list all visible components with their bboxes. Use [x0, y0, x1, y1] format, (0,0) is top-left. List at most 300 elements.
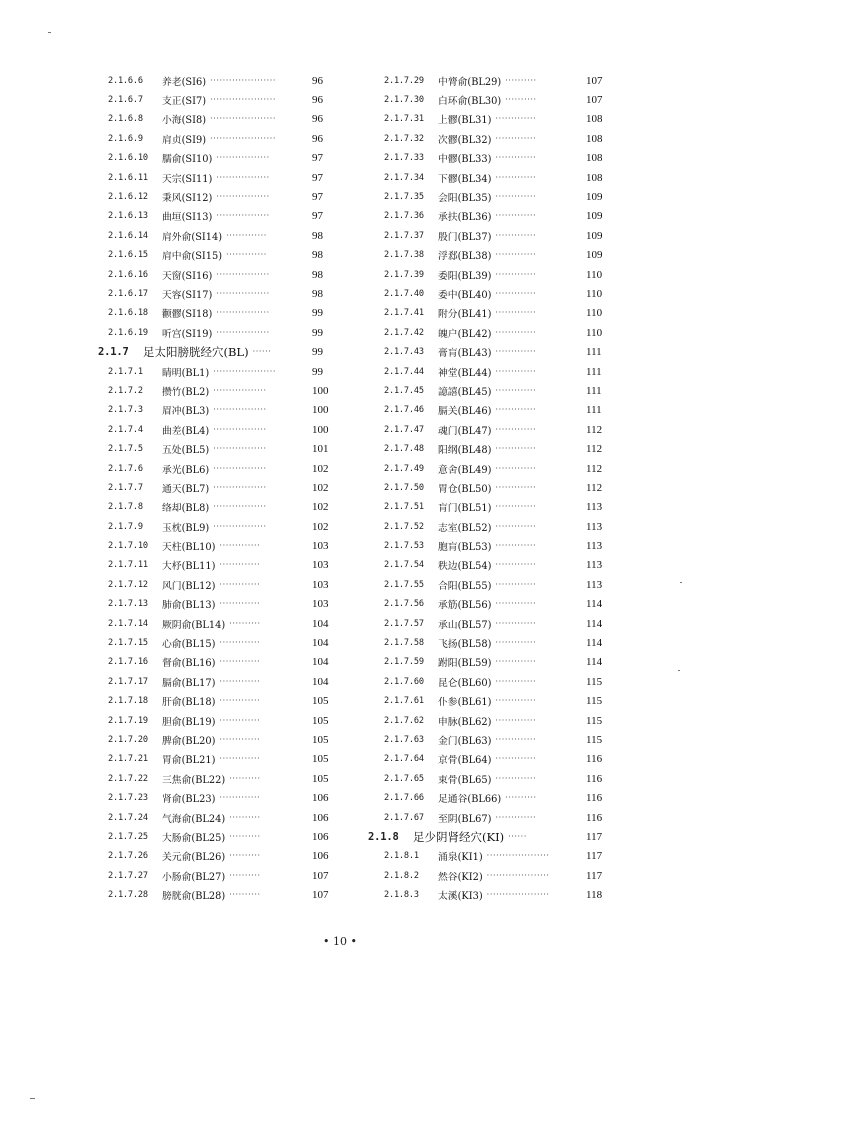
dot-leader: ·············	[219, 754, 261, 764]
entry-title: 听宫(SI19)	[162, 328, 213, 340]
entry-number: 2.1.8	[368, 830, 399, 843]
toc-entry	[98, 633, 334, 652]
entry-page: 117	[586, 869, 603, 882]
entry-title: 秉风(SI12)	[162, 193, 213, 205]
toc-entry	[98, 323, 334, 342]
toc-entry	[98, 517, 334, 536]
dot-leader: ·············	[495, 385, 537, 395]
entry-number: 2.1.6.10	[108, 153, 148, 164]
dot-leader: ·············	[495, 405, 537, 415]
entry-number: 2.1.7.66	[384, 793, 424, 804]
entry-title: 承扶(BL36)	[438, 212, 492, 224]
entry-page: 108	[586, 132, 603, 145]
entry-title: 曲垣(SI13)	[162, 212, 213, 224]
dot-leader: ·············	[219, 560, 261, 570]
entry-number: 2.1.7.22	[108, 773, 148, 784]
scan-speck	[48, 32, 51, 33]
toc-entry	[368, 788, 608, 807]
entry-title: 意舍(BL49)	[438, 464, 492, 476]
entry-page: 107	[586, 94, 603, 107]
entry-number: 2.1.7.16	[108, 657, 148, 668]
dot-leader: ·············	[495, 308, 537, 318]
toc-entry	[368, 517, 608, 536]
entry-number: 2.1.7.62	[384, 715, 424, 726]
entry-title: 中膂俞(BL29)	[438, 76, 502, 88]
entry-title: 会阳(BL35)	[438, 193, 492, 205]
entry-number: 2.1.7.30	[384, 95, 424, 106]
entry-number: 2.1.7.45	[384, 385, 424, 396]
entry-number: 2.1.7.14	[108, 618, 148, 629]
entry-title: 臑俞(SI10)	[162, 154, 213, 166]
dot-leader: ·············	[495, 269, 537, 279]
dot-leader: ·····················	[210, 114, 277, 124]
toc-section-heading	[98, 342, 334, 361]
entry-title: 中髎(BL33)	[438, 154, 492, 166]
entry-page: 112	[586, 443, 603, 456]
entry-number: 2.1.7.64	[384, 754, 424, 765]
entry-number: 2.1.6.11	[108, 172, 148, 183]
entry-title: 五处(BL5)	[162, 445, 210, 457]
dot-leader: ··········	[505, 793, 537, 803]
toc-section-heading	[368, 827, 608, 846]
entry-title: 胃俞(BL21)	[162, 755, 216, 767]
entry-title: 申脉(BL62)	[438, 716, 492, 728]
entry-title: 天容(SI17)	[162, 289, 213, 301]
entry-number: 2.1.6.6	[108, 75, 143, 86]
entry-number: 2.1.7.7	[108, 482, 143, 493]
entry-page: 115	[586, 675, 603, 688]
dot-leader: ·············	[495, 696, 537, 706]
entry-page: 100	[312, 423, 329, 436]
toc-entry	[98, 750, 334, 769]
toc-entry	[98, 90, 334, 109]
entry-title: 志室(BL52)	[438, 522, 492, 534]
entry-page: 107	[312, 889, 329, 902]
dot-leader: ······	[508, 831, 527, 841]
dot-leader: ·················	[213, 502, 267, 512]
entry-page: 107	[586, 74, 603, 87]
toc-entry	[368, 711, 608, 730]
entry-page: 113	[586, 559, 603, 572]
entry-number: 2.1.6.18	[108, 308, 148, 319]
dot-leader: ·············	[495, 250, 537, 260]
entry-title: 附分(BL41)	[438, 309, 492, 321]
entry-page: 113	[586, 501, 603, 514]
entry-page: 114	[586, 656, 603, 669]
dot-leader: ·············	[495, 153, 537, 163]
toc-entry	[98, 168, 334, 187]
dot-leader: ·············	[495, 734, 537, 744]
dot-leader: ·············	[495, 618, 537, 628]
entry-title: 飞扬(BL58)	[438, 639, 492, 651]
entry-title: 膀胱俞(BL28)	[162, 891, 226, 903]
toc-entry	[98, 692, 334, 711]
toc-entry	[98, 149, 334, 168]
toc-entry	[98, 265, 334, 284]
entry-title: 足通谷(BL66)	[438, 794, 502, 806]
dot-leader: ·················	[213, 424, 267, 434]
toc-entry	[98, 459, 334, 478]
toc-entry	[368, 323, 608, 342]
entry-page: 116	[586, 753, 603, 766]
entry-page: 97	[312, 191, 323, 204]
scan-speck	[30, 1098, 35, 1099]
entry-page: 115	[586, 695, 603, 708]
dot-leader: ·············	[226, 230, 267, 240]
entry-number: 2.1.6.15	[108, 250, 148, 261]
dot-leader: ·············	[495, 444, 537, 454]
entry-number: 2.1.6.7	[108, 95, 143, 106]
entry-title: 小肠俞(BL27)	[162, 871, 226, 883]
entry-title: 承光(BL6)	[162, 464, 210, 476]
entry-number: 2.1.7.11	[108, 560, 148, 571]
entry-title: 胃仓(BL50)	[438, 483, 492, 495]
toc-entry	[368, 478, 608, 497]
entry-number: 2.1.7.24	[108, 812, 148, 823]
entry-number: 2.1.7.59	[384, 657, 424, 668]
entry-page: 98	[312, 249, 323, 262]
toc-entry	[368, 885, 608, 904]
entry-title: 攒竹(BL2)	[162, 386, 210, 398]
scan-speck	[678, 670, 680, 671]
toc-entry	[368, 265, 608, 284]
entry-title: 殷门(BL37)	[438, 231, 492, 243]
toc-entry	[368, 633, 608, 652]
entry-title: 昆仑(BL60)	[438, 677, 492, 689]
dot-leader: ·············	[495, 230, 537, 240]
toc-entry	[368, 90, 608, 109]
entry-number: 2.1.7.17	[108, 676, 148, 687]
toc-entry	[98, 478, 334, 497]
entry-number: 2.1.7.50	[384, 482, 424, 493]
toc-entry	[98, 536, 334, 555]
toc-entry	[98, 556, 334, 575]
entry-number: 2.1.7.4	[108, 424, 143, 435]
entry-title: 络却(BL8)	[162, 503, 210, 515]
entry-page: 105	[312, 753, 329, 766]
entry-page: 114	[586, 598, 603, 611]
entry-page: 106	[312, 811, 329, 824]
entry-number: 2.1.7.18	[108, 696, 148, 707]
dot-leader: ·············	[219, 638, 261, 648]
entry-page: 105	[312, 695, 329, 708]
entry-page: 116	[586, 811, 603, 824]
dot-leader: ····················	[213, 366, 277, 376]
toc-entry	[368, 284, 608, 303]
entry-title: 养老(SI6)	[162, 76, 207, 88]
entry-page: 99	[312, 346, 323, 359]
entry-page: 104	[312, 675, 329, 688]
entry-page: 110	[586, 326, 603, 339]
dot-leader: ·················	[213, 521, 267, 531]
toc-entry	[368, 71, 608, 90]
toc-entry	[368, 149, 608, 168]
entry-title: 心俞(BL15)	[162, 639, 216, 651]
entry-number: 2.1.7.40	[384, 288, 424, 299]
entry-page: 96	[312, 74, 323, 87]
dot-leader: ······	[252, 347, 272, 357]
dot-leader: ·············	[219, 696, 261, 706]
dot-leader: ·················	[216, 172, 270, 182]
entry-number: 2.1.7.38	[384, 250, 424, 261]
entry-title: 秩边(BL54)	[438, 561, 492, 573]
dot-leader: ·················	[213, 385, 267, 395]
entry-page: 99	[312, 365, 323, 378]
dot-leader: ·············	[226, 250, 267, 260]
scan-speck	[680, 582, 682, 583]
dot-leader: ·············	[219, 734, 261, 744]
toc-entry	[98, 187, 334, 206]
page-number: • 10 •	[323, 935, 357, 948]
entry-number: 2.1.7.9	[108, 521, 143, 532]
entry-title: 浮郄(BL38)	[438, 251, 492, 263]
entry-title: 厥阴俞(BL14)	[162, 619, 226, 631]
entry-number: 2.1.7.19	[108, 715, 148, 726]
entry-number: 2.1.7.42	[384, 327, 424, 338]
entry-page: 103	[312, 578, 329, 591]
dot-leader: ·············	[219, 793, 261, 803]
toc-entry	[98, 866, 334, 885]
entry-title: 膈关(BL46)	[438, 406, 492, 418]
dot-leader: ·············	[495, 172, 537, 182]
entry-title: 眉冲(BL3)	[162, 406, 210, 418]
entry-page: 97	[312, 210, 323, 223]
entry-title: 仆参(BL61)	[438, 697, 492, 709]
dot-leader: ·····················	[210, 75, 277, 85]
entry-title: 足少阴肾经穴(KI)	[413, 829, 505, 844]
entry-title: 委中(BL40)	[438, 289, 492, 301]
toc-entry	[368, 653, 608, 672]
dot-leader: ·············	[495, 327, 537, 337]
entry-number: 2.1.7.26	[108, 851, 148, 862]
entry-number: 2.1.7.55	[384, 579, 424, 590]
entry-title: 譩譆(BL45)	[438, 386, 492, 398]
dot-leader: ·················	[216, 153, 270, 163]
entry-title: 肩中俞(SI15)	[162, 251, 223, 263]
entry-title: 膏肓(BL43)	[438, 348, 492, 360]
entry-page: 118	[586, 889, 603, 902]
entry-page: 115	[586, 733, 603, 746]
entry-number: 2.1.7	[98, 346, 129, 359]
entry-title: 太溪(KI3)	[438, 891, 483, 903]
toc-entry	[368, 692, 608, 711]
dot-leader: ·············	[495, 521, 537, 531]
entry-page: 108	[586, 113, 603, 126]
dot-leader: ·················	[216, 211, 270, 221]
toc-entry	[98, 71, 334, 90]
entry-page: 109	[586, 229, 603, 242]
entry-title: 三焦俞(BL22)	[162, 774, 226, 786]
entry-title: 承筋(BL56)	[438, 600, 492, 612]
toc-entry	[368, 730, 608, 749]
entry-number: 2.1.8.1	[384, 851, 419, 862]
entry-page: 106	[312, 792, 329, 805]
entry-title: 气海俞(BL24)	[162, 813, 226, 825]
entry-page: 106	[312, 850, 329, 863]
dot-leader: ·············	[495, 347, 537, 357]
dot-leader: ·····················	[210, 95, 277, 105]
entry-page: 103	[312, 598, 329, 611]
entry-page: 114	[586, 637, 603, 650]
toc-entry	[368, 129, 608, 148]
toc-entry	[98, 769, 334, 788]
entry-page: 98	[312, 287, 323, 300]
toc-entry	[98, 304, 334, 323]
dot-leader: ··········	[229, 870, 261, 880]
entry-number: 2.1.6.13	[108, 211, 148, 222]
entry-number: 2.1.6.16	[108, 269, 148, 280]
entry-title: 肾俞(BL23)	[162, 794, 216, 806]
entry-number: 2.1.7.44	[384, 366, 424, 377]
entry-number: 2.1.7.43	[384, 347, 424, 358]
entry-number: 2.1.7.47	[384, 424, 424, 435]
dot-leader: ·············	[495, 114, 537, 124]
dot-leader: ·············	[495, 366, 537, 376]
entry-page: 117	[586, 850, 603, 863]
toc-entry	[368, 187, 608, 206]
toc-entry	[98, 808, 334, 827]
entry-title: 然谷(KI2)	[438, 871, 483, 883]
entry-title: 关元俞(BL26)	[162, 852, 226, 864]
entry-title: 涌泉(KI1)	[438, 852, 483, 864]
toc-entry	[98, 847, 334, 866]
entry-title: 束骨(BL65)	[438, 774, 492, 786]
entry-page: 96	[312, 94, 323, 107]
entry-title: 承山(BL57)	[438, 619, 492, 631]
dot-leader: ·············	[495, 192, 537, 202]
entry-title: 神堂(BL44)	[438, 367, 492, 379]
dot-leader: ·············	[495, 463, 537, 473]
entry-page: 102	[312, 501, 329, 514]
entry-page: 114	[586, 617, 603, 630]
dot-leader: ··········	[229, 812, 261, 822]
toc-entry	[368, 304, 608, 323]
dot-leader: ·················	[216, 269, 270, 279]
entry-number: 2.1.7.58	[384, 638, 424, 649]
entry-page: 96	[312, 132, 323, 145]
entry-number: 2.1.7.63	[384, 734, 424, 745]
entry-title: 魄户(BL42)	[438, 328, 492, 340]
entry-page: 112	[586, 423, 603, 436]
entry-page: 111	[586, 365, 602, 378]
entry-page: 104	[312, 637, 329, 650]
entry-number: 2.1.7.21	[108, 754, 148, 765]
entry-page: 101	[312, 443, 329, 456]
dot-leader: ··········	[505, 95, 537, 105]
entry-title: 风门(BL12)	[162, 580, 216, 592]
toc-entry	[98, 575, 334, 594]
dot-leader: ·················	[216, 288, 270, 298]
entry-page: 109	[586, 210, 603, 223]
entry-title: 足太阳膀胱经穴(BL)	[143, 345, 249, 360]
dot-leader: ·············	[495, 638, 537, 648]
dot-leader: ·············	[495, 676, 537, 686]
dot-leader: ·············	[495, 502, 537, 512]
entry-title: 跗阳(BL59)	[438, 658, 492, 670]
entry-title: 下髎(BL34)	[438, 173, 492, 185]
entry-title: 玉枕(BL9)	[162, 522, 210, 534]
entry-title: 天柱(BL10)	[162, 542, 216, 554]
toc-entry	[98, 401, 334, 420]
dot-leader: ·············	[495, 812, 537, 822]
entry-page: 99	[312, 326, 323, 339]
entry-number: 2.1.7.61	[384, 696, 424, 707]
toc-entry	[368, 769, 608, 788]
toc-entry	[98, 226, 334, 245]
entry-number: 2.1.7.20	[108, 734, 148, 745]
entry-number: 2.1.7.34	[384, 172, 424, 183]
entry-number: 2.1.7.65	[384, 773, 424, 784]
dot-leader: ·············	[219, 599, 261, 609]
entry-number: 2.1.6.12	[108, 192, 148, 203]
entry-number: 2.1.7.31	[384, 114, 424, 125]
dot-leader: ··········	[229, 890, 261, 900]
dot-leader: ·············	[219, 579, 261, 589]
entry-title: 肺俞(BL13)	[162, 600, 216, 612]
dot-leader: ·············	[219, 541, 261, 551]
dot-leader: ·················	[213, 405, 267, 415]
toc-entry	[368, 498, 608, 517]
entry-page: 113	[586, 540, 603, 553]
entry-title: 大肠俞(BL25)	[162, 832, 226, 844]
dot-leader: ·············	[495, 657, 537, 667]
entry-title: 魂门(BL47)	[438, 425, 492, 437]
entry-number: 2.1.7.53	[384, 541, 424, 552]
entry-page: 104	[312, 656, 329, 669]
dot-leader: ·············	[495, 211, 537, 221]
entry-title: 肩外俞(SI14)	[162, 231, 223, 243]
entry-page: 102	[312, 481, 329, 494]
entry-title: 胆俞(BL19)	[162, 716, 216, 728]
entry-number: 2.1.7.41	[384, 308, 424, 319]
toc-entry	[368, 866, 608, 885]
entry-page: 102	[312, 520, 329, 533]
toc-entry	[98, 672, 334, 691]
toc-entry	[98, 498, 334, 517]
toc-entry	[368, 614, 608, 633]
dot-leader: ·················	[213, 482, 267, 492]
entry-page: 97	[312, 171, 323, 184]
entry-number: 2.1.7.32	[384, 133, 424, 144]
entry-page: 110	[586, 307, 603, 320]
entry-page: 112	[586, 462, 603, 475]
toc-entry	[98, 595, 334, 614]
dot-leader: ·················	[216, 192, 270, 202]
entry-page: 113	[586, 578, 603, 591]
entry-title: 颧髎(SI18)	[162, 309, 213, 321]
dot-leader: ·············	[495, 579, 537, 589]
entry-number: 2.1.7.28	[108, 890, 148, 901]
toc-entry	[368, 750, 608, 769]
toc-entry	[98, 439, 334, 458]
entry-number: 2.1.7.36	[384, 211, 424, 222]
entry-title: 肝俞(BL18)	[162, 697, 216, 709]
dot-leader: ··········	[229, 773, 261, 783]
toc-entry	[98, 110, 334, 129]
toc-entry	[368, 536, 608, 555]
dot-leader: ·············	[495, 541, 537, 551]
entry-title: 金门(BL63)	[438, 735, 492, 747]
entry-number: 2.1.7.23	[108, 793, 148, 804]
toc-right-column	[368, 71, 608, 905]
toc-entry	[368, 556, 608, 575]
dot-leader: ·············	[495, 482, 537, 492]
entry-number: 2.1.6.9	[108, 133, 143, 144]
entry-number: 2.1.7.54	[384, 560, 424, 571]
entry-page: 117	[586, 830, 603, 843]
entry-page: 96	[312, 113, 323, 126]
entry-number: 2.1.7.3	[108, 405, 143, 416]
